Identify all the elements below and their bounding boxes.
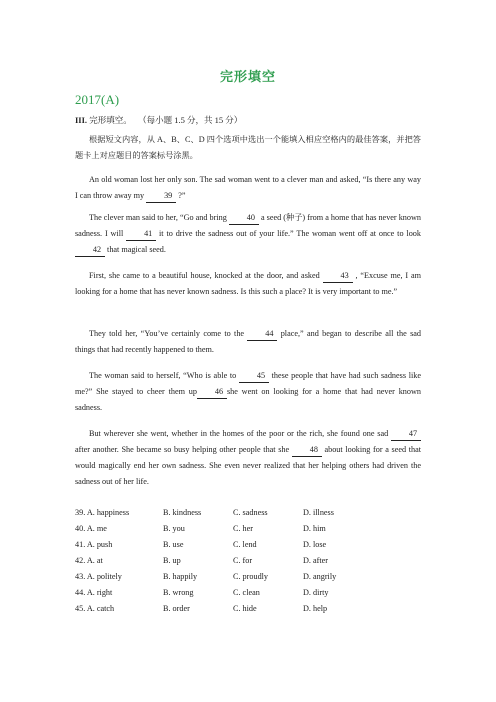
passage-text: The clever man said to her, “Go and bring: [89, 213, 229, 222]
option-choice: D. lose: [303, 540, 327, 549]
passage-text: First, she came to a beautiful house, knocked at the door, and asked: [89, 271, 323, 280]
passage-paragraph: [75, 368, 421, 416]
passage-text: , “Excuse me, I am looking for a home that has never known sadness. Is this such a place? It is very important to me.”: [75, 271, 421, 296]
passage-text: these people that have had such sadness like me?” She stayed to cheer them up: [75, 371, 421, 396]
option-choice: 44. A. right: [75, 588, 113, 597]
blank-number: 41: [126, 228, 156, 241]
passage-text: after another. She became so busy helping other people that she: [75, 445, 292, 454]
option-row: [75, 588, 421, 602]
section-score: （每小题 1.5 分，共 15 分）: [138, 115, 243, 125]
option-choice: B. order: [163, 604, 190, 613]
option-row: [75, 556, 421, 570]
option-choice: 43. A. politely: [75, 572, 122, 581]
passage-paragraph: [75, 172, 421, 204]
option-choice: B. up: [163, 556, 181, 565]
passage-text: that magical seed.: [105, 245, 166, 254]
option-choice: 39. A. happiness: [75, 508, 130, 517]
option-choice: 41. A. push: [75, 540, 113, 549]
option-choice: C. clean: [233, 588, 260, 597]
blank-number: 48: [292, 444, 322, 457]
option-choice: B. happily: [163, 572, 198, 581]
passage-paragraph: [75, 268, 421, 300]
option-choice: D. him: [303, 524, 326, 533]
option-choice: C. for: [233, 556, 253, 565]
option-choice: 40. A. me: [75, 524, 107, 533]
blank-number: 42: [75, 244, 105, 257]
blank-number: 40: [229, 212, 259, 225]
instruction: 根据短文内容，从 A、B、C、D 四个选项中选出一个能填入相应空格内的最佳答案，并把答题卡上对应题目的答案标号涂黑。: [75, 135, 421, 160]
passage-paragraph: [75, 426, 421, 490]
passage-paragraph: [75, 210, 421, 258]
passage-text: ?”: [176, 191, 186, 200]
option-choice: D. angrily: [303, 572, 337, 581]
option-row: [75, 508, 421, 522]
passage-text: But wherever she went, whether in the homes of the poor or the rich, she found one sad: [89, 429, 391, 438]
passage-text: it to drive the sadness out of your life.” The woman went off at once to look: [156, 229, 421, 238]
option-choice: 45. A. catch: [75, 604, 115, 613]
option-row: [75, 604, 421, 618]
passage-paragraph: [75, 326, 421, 358]
blank-number: 46: [197, 386, 227, 399]
passage-text: she went on looking for a home that had never known sadness.: [75, 387, 421, 412]
option-choice: D. help: [303, 604, 328, 613]
option-row: [75, 524, 421, 538]
blank-number: 45: [239, 370, 269, 383]
option-choice: B. kindness: [163, 508, 202, 517]
option-choice: C. hide: [233, 604, 257, 613]
passage-text: place,” and began to describe all the sad things that had recently happened to them.: [75, 329, 421, 354]
section-year: 2017(A): [75, 92, 120, 107]
option-choice: B. you: [163, 524, 185, 533]
blank-number: 43: [323, 270, 353, 283]
passage-text: a seed (种子) from a home that has never known sadness. I will: [75, 213, 422, 238]
option-choice: C. lend: [233, 540, 257, 549]
option-choice: D. after: [303, 556, 329, 565]
passage-text: An old woman lost her only son. The sad woman went to a clever man and asked, “Is there any way I can throw away my: [75, 175, 421, 200]
option-choice: C. her: [233, 524, 254, 533]
option-row: [75, 572, 421, 586]
option-choice: D. illness: [303, 508, 334, 517]
option-choice: D. dirty: [303, 588, 329, 597]
blank-number: 39: [146, 190, 176, 203]
section-heading: [75, 114, 242, 126]
section-number: III.: [75, 115, 88, 125]
option-choice: 42. A. at: [75, 556, 103, 565]
page-title: 完形填空: [219, 69, 276, 84]
option-choice: B. use: [163, 540, 184, 549]
section-name: 完形填空。: [89, 115, 132, 125]
option-row: [75, 540, 421, 554]
blank-number: 44: [247, 328, 277, 341]
passage-text: They told her, “You’ve certainly come to the: [89, 329, 248, 338]
option-choice: B. wrong: [163, 588, 194, 597]
option-choice: C. sadness: [233, 508, 268, 517]
passage-text: The woman said to herself, “Who is able to: [89, 371, 239, 380]
passage-text: about looking for a seed that would magically end her own sadness. She even never realized that her helping others had driven the sadness out of her life.: [75, 445, 421, 486]
blank-number: 47: [391, 428, 421, 441]
option-choice: C. proudly: [233, 572, 269, 581]
